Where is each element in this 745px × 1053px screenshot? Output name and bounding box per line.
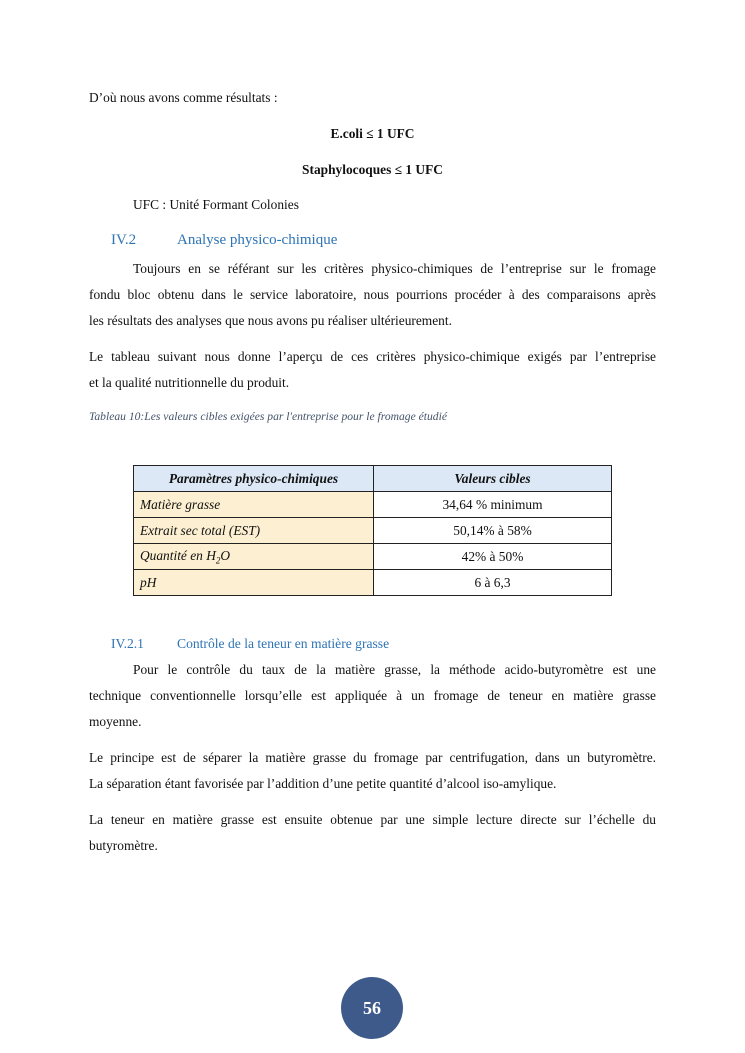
- param-subscript: 2: [215, 555, 221, 566]
- section-title-iv21: Contrôle de la teneur en matière grasse: [177, 636, 390, 651]
- target-values-table: [133, 465, 612, 596]
- table-row: [134, 570, 612, 596]
- table-cell-param: [134, 544, 374, 570]
- table-header-row: [134, 466, 612, 492]
- section-number-iv21: IV.2.1: [111, 636, 144, 651]
- para1-line1: Toujours en se référant sur les critères physico-chimiques de l’entreprise sur le fromage: [133, 261, 656, 276]
- para4-line1: Le principe est de séparer la matière grasse du fromage par centrifugation, dans un butyromètre.: [89, 750, 656, 765]
- result-staphylocoques: Staphylocoques ≤ 1 UFC: [302, 162, 443, 177]
- para3-line1: Pour le contrôle du taux de la matière grasse, la méthode acido-butyromètre est une: [133, 662, 656, 677]
- table-cell-value: 6 à 6,3: [374, 570, 612, 596]
- section-title-iv2: Analyse physico-chimique: [177, 232, 338, 248]
- table-cell-param: pH: [134, 570, 374, 596]
- para3-line3: moyenne.: [89, 714, 142, 729]
- table-cell-param: Matière grasse: [134, 492, 374, 518]
- ufc-note: UFC : Unité Formant Colonies: [133, 197, 299, 212]
- para2-line2: et la qualité nutritionnelle du produit.: [89, 375, 290, 390]
- table-header-param: Paramètres physico-chimiques: [134, 466, 374, 492]
- table-cell-param: Extrait sec total (EST): [134, 518, 374, 544]
- table-cell-value: 42% à 50%: [374, 544, 612, 570]
- para2-line1: Le tableau suivant nous donne l’aperçu de ces critères physico-chimique exigés par l’entreprise: [89, 349, 656, 364]
- param-text-end: O: [220, 547, 231, 563]
- table-header-value: Valeurs cibles: [374, 466, 612, 492]
- table-row: [134, 518, 612, 544]
- param-text: Quantité en H: [140, 547, 216, 563]
- para1-line3: les résultats des analyses que nous avons pu réaliser ultérieurement.: [89, 313, 452, 328]
- table-cell-value: 50,14% à 58%: [374, 518, 612, 544]
- page-number-badge: 56: [341, 977, 403, 1039]
- result-ecoli: E.coli ≤ 1 UFC: [330, 126, 415, 141]
- para3-line2: technique conventionnelle lorsqu’elle est appliquée à un fromage de teneur en matière grasse: [89, 688, 656, 703]
- table-cell-value: 34,64 % minimum: [374, 492, 612, 518]
- table-caption: Tableau 10:Les valeurs cibles exigées par l'entreprise pour le fromage étudié: [89, 410, 447, 423]
- para1-line2: fondu bloc obtenu dans le service laboratoire, nous pourrions procéder à des comparaisons après: [89, 287, 656, 302]
- table-row: [134, 544, 612, 570]
- para4-line2: La séparation étant favorisée par l’addition d’une petite quantité d’alcool iso-amylique.: [89, 776, 557, 791]
- section-number-iv2: IV.2: [111, 232, 137, 248]
- table-row: [134, 492, 612, 518]
- para5-line1: La teneur en matière grasse est ensuite obtenue par une simple lecture directe sur l’échelle du: [89, 812, 656, 827]
- intro-text: D’où nous avons comme résultats :: [89, 90, 278, 105]
- para5-line2: butyromètre.: [89, 838, 158, 853]
